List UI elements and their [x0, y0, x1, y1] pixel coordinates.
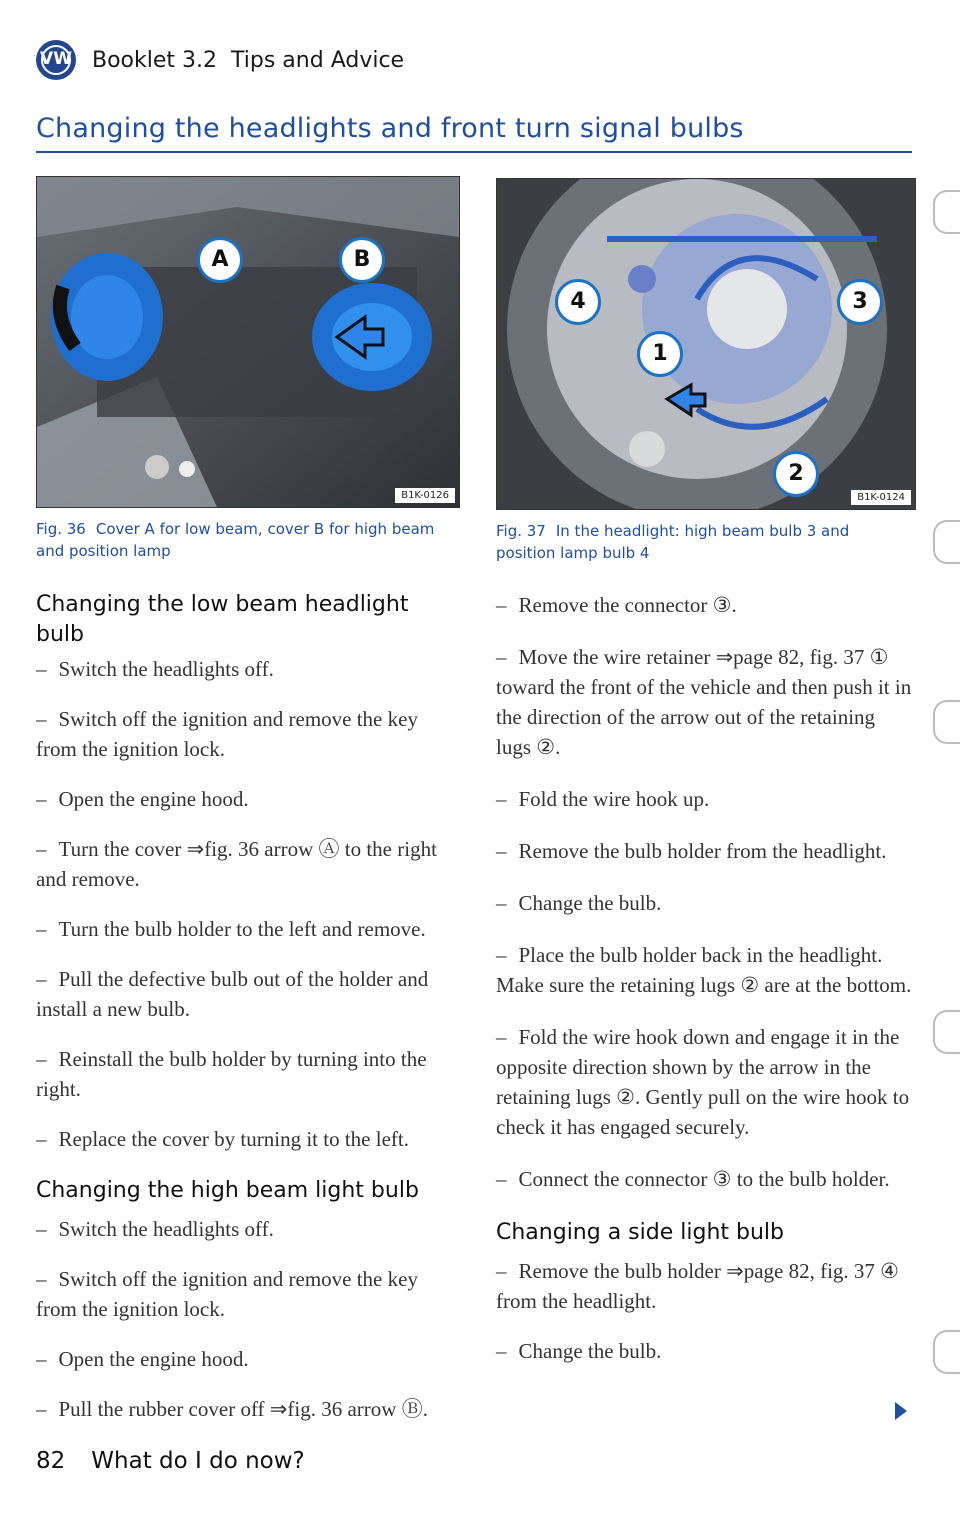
high-step-2: – Switch off the ignition and remove the key from the ignition lock.: [36, 1267, 418, 1321]
callout-3: 3: [837, 279, 883, 325]
high-step-3-text: Open the engine hood.: [58, 1347, 249, 1371]
low-step-7-text: Reinstall the bulb holder by turning into the right.: [36, 1047, 427, 1101]
high-step-2-text: Switch off the ignition and remove the key from the ignition lock.: [36, 1267, 418, 1321]
page-header: [36, 40, 404, 80]
booklet-number: Booklet 3.2: [92, 47, 218, 73]
low-step-8-text: Replace the cover by turning it to the left.: [58, 1127, 409, 1151]
figure-36-caption: [36, 518, 458, 562]
figure-37-illustration: [497, 179, 915, 509]
right-step-7-text: Fold the wire hook down and engage it in the opposite direction shown by the arrow in the retaining lugs ②. Gently pull on the wire hook to check it has engaged securely.: [496, 1025, 910, 1139]
right-step-4-text: Remove the bulb holder from the headlight.: [518, 839, 887, 863]
figure-37-label: Fig. 37: [496, 522, 546, 540]
booklet-label: [92, 48, 404, 73]
title-rule: [36, 151, 912, 153]
side-step-2-text: Change the bulb.: [518, 1339, 662, 1363]
side-step-1: – Remove the bulb holder ⇒page 82, fig. 37 ④ from the headlight.: [496, 1259, 900, 1313]
high-beam-heading: Changing the high beam light bulb: [36, 1178, 419, 1203]
right-step-7: – Fold the wire hook down and engage it in the opposite direction shown by the arrow in the retaining lugs ②. Gently pull on the wire hook to check it has engaged securely.: [496, 1025, 910, 1139]
page-title: Changing the headlights and front turn signal bulbs: [36, 113, 744, 144]
high-step-4: – Pull the rubber cover off ⇒fig. 36 arrow Ⓑ.: [36, 1397, 428, 1421]
section-name: Tips and Advice: [231, 47, 405, 73]
low-step-6-text: Pull the defective bulb out of the holder and install a new bulb.: [36, 967, 429, 1021]
right-step-5: – Change the bulb.: [496, 891, 662, 915]
footer-text: What do I do now?: [91, 1448, 305, 1474]
figure-37-caption-text: In the headlight: high beam bulb 3 and position lamp bulb 4: [496, 522, 850, 562]
page-number: 82: [36, 1448, 66, 1474]
right-step-2: – Move the wire retainer ⇒page 82, fig. 37 ① toward the front of the vehicle and then push it in the direction of the arrow out of the retaining lugs ②.: [496, 645, 912, 759]
low-step-3-text: Open the engine hood.: [58, 787, 249, 811]
low-step-8: – Replace the cover by turning it to the left.: [36, 1127, 409, 1151]
figure-36-label: Fig. 36: [36, 520, 86, 538]
low-step-4-text: Turn the cover ⇒fig. 36 arrow Ⓐ to the right and remove.: [36, 837, 437, 891]
low-step-1-text: Switch the headlights off.: [58, 657, 274, 681]
callout-1: 1: [637, 331, 683, 377]
margin-tab-3: [933, 700, 960, 744]
right-step-3-text: Fold the wire hook up.: [518, 787, 710, 811]
high-step-3: – Open the engine hood.: [36, 1347, 249, 1371]
right-step-5-text: Change the bulb.: [518, 891, 662, 915]
left-column: [36, 590, 456, 1424]
callout-2: 2: [773, 451, 819, 497]
high-step-1-text: Switch the headlights off.: [58, 1217, 274, 1241]
figure-36: [36, 176, 460, 508]
figure-37-code: B1K-0124: [851, 490, 911, 505]
right-step-1: – Remove the connector ③.: [496, 593, 737, 617]
right-step-2-text: Move the wire retainer ⇒page 82, fig. 37 ① toward the front of the vehicle and then push it in the direction of the arrow out of the retaining lugs ②.: [496, 645, 912, 759]
low-step-5-text: Turn the bulb holder to the left and remove.: [58, 917, 426, 941]
right-step-1-text: Remove the connector ③.: [518, 593, 737, 617]
callout-4: 4: [555, 279, 601, 325]
low-step-4: – Turn the cover ⇒fig. 36 arrow Ⓐ to the right and remove.: [36, 837, 437, 891]
figure-37-caption: [496, 520, 912, 564]
low-step-2-text: Switch off the ignition and remove the key from the ignition lock.: [36, 707, 418, 761]
right-step-3: – Fold the wire hook up.: [496, 787, 710, 811]
continue-arrow-icon: [895, 1402, 907, 1420]
figure-37: [496, 178, 916, 510]
logo-text: VW: [40, 49, 72, 69]
high-step-4-text: Pull the rubber cover off ⇒fig. 36 arrow Ⓑ.: [58, 1397, 428, 1421]
side-step-1-text: Remove the bulb holder ⇒page 82, fig. 37 ④ from the headlight.: [496, 1259, 900, 1313]
low-step-6: – Pull the defective bulb out of the holder and install a new bulb.: [36, 967, 429, 1021]
high-step-1: – Switch the headlights off.: [36, 1217, 274, 1241]
low-step-2: – Switch off the ignition and remove the key from the ignition lock.: [36, 707, 418, 761]
side-light-heading: Changing a side light bulb: [496, 1220, 784, 1245]
figure-36-illustration: [37, 177, 459, 507]
right-step-8-text: Connect the connector ③ to the bulb holder.: [518, 1167, 890, 1191]
low-step-1: – Switch the headlights off.: [36, 657, 274, 681]
right-step-4: – Remove the bulb holder from the headlight.: [496, 839, 887, 863]
figure-36-code: B1K-0126: [395, 488, 455, 503]
vw-logo-icon: [36, 40, 76, 80]
low-beam-heading: Changing the low beam headlight bulb: [36, 592, 409, 647]
low-step-5: – Turn the bulb holder to the left and remove.: [36, 917, 426, 941]
side-step-2: – Change the bulb.: [496, 1339, 662, 1363]
callout-a: A: [197, 237, 243, 283]
figure-36-caption-text: Cover A for low beam, cover B for high beam and position lamp: [36, 520, 435, 560]
right-column: [496, 590, 914, 1366]
right-step-8: – Connect the connector ③ to the bulb holder.: [496, 1167, 890, 1191]
right-step-6: – Place the bulb holder back in the headlight. Make sure the retaining lugs ② are at the bottom.: [496, 943, 912, 997]
margin-tab-5: [933, 1330, 960, 1374]
low-step-3: – Open the engine hood.: [36, 787, 249, 811]
low-step-7: – Reinstall the bulb holder by turning into the right.: [36, 1047, 427, 1101]
margin-tab-1: [933, 190, 960, 234]
page-footer: [36, 1448, 305, 1474]
right-step-6-text: Place the bulb holder back in the headlight. Make sure the retaining lugs ② are at the bottom.: [496, 943, 912, 997]
margin-tab-2: [933, 520, 960, 564]
margin-tab-4: [933, 1010, 960, 1054]
callout-b: B: [339, 237, 385, 283]
